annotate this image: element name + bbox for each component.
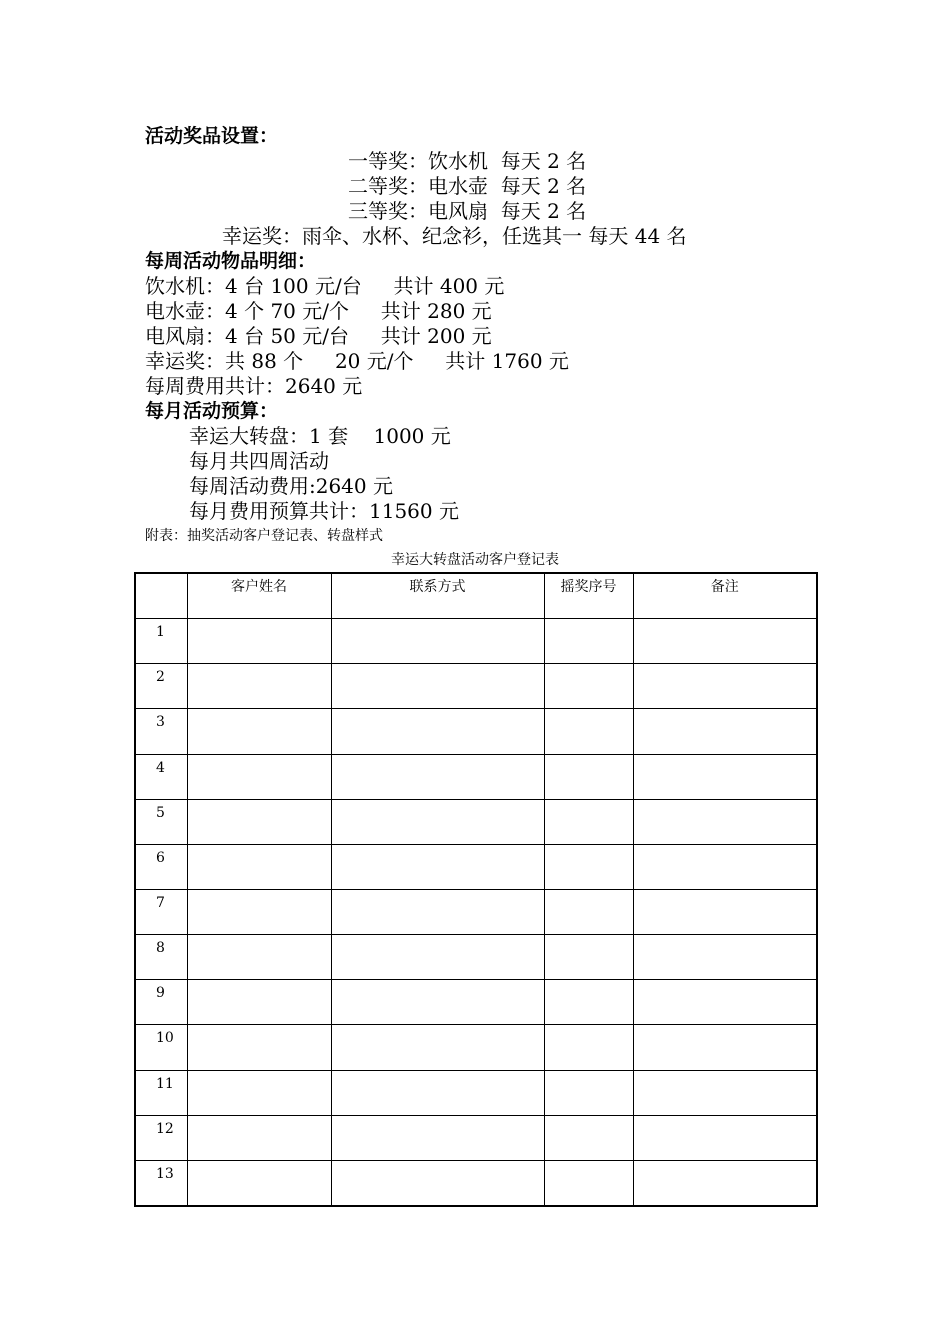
remarks-cell[interactable] xyxy=(633,619,817,664)
customer-name-cell[interactable] xyxy=(187,754,331,799)
weekly-line-kettle: 电水壶：4 个 70 元/个 共计 280 元 xyxy=(145,299,492,323)
row-number-cell: 8 xyxy=(135,935,187,980)
customer-name-cell[interactable] xyxy=(187,980,331,1025)
remarks-cell[interactable] xyxy=(633,1070,817,1115)
remarks-cell[interactable] xyxy=(633,1115,817,1160)
draw-number-cell[interactable] xyxy=(544,980,633,1025)
contact-cell[interactable] xyxy=(331,889,544,934)
remarks-cell[interactable] xyxy=(633,935,817,980)
table-title: 幸运大转盘活动客户登记表 xyxy=(391,552,559,568)
customer-name-cell[interactable] xyxy=(187,664,331,709)
table-row xyxy=(135,1115,817,1160)
row-number-cell: 9 xyxy=(135,980,187,1025)
weekly-line-lucky: 幸运奖：共 88 个 20 元/个 共计 1760 元 xyxy=(145,349,569,373)
table-header-row xyxy=(135,573,817,619)
draw-number-cell[interactable] xyxy=(544,1160,633,1206)
customer-name-cell[interactable] xyxy=(187,619,331,664)
weekly-heading: 每周活动物品明细： xyxy=(145,250,317,272)
header-cell-contact: 联系方式 xyxy=(331,573,544,619)
contact-cell[interactable] xyxy=(331,935,544,980)
draw-number-cell[interactable] xyxy=(544,1025,633,1070)
draw-number-cell[interactable] xyxy=(544,664,633,709)
remarks-cell[interactable] xyxy=(633,1160,817,1206)
remarks-cell[interactable] xyxy=(633,754,817,799)
row-number-cell: 5 xyxy=(135,799,187,844)
table-row xyxy=(135,1025,817,1070)
row-number-cell: 4 xyxy=(135,754,187,799)
table-row xyxy=(135,1160,817,1206)
customer-name-cell[interactable] xyxy=(187,844,331,889)
row-number-cell: 2 xyxy=(135,664,187,709)
customer-name-cell[interactable] xyxy=(187,799,331,844)
monthly-line-wheel: 幸运大转盘：1 套 1000 元 xyxy=(189,424,451,448)
customer-name-cell[interactable] xyxy=(187,1115,331,1160)
row-number-cell: 3 xyxy=(135,709,187,754)
contact-cell[interactable] xyxy=(331,1025,544,1070)
customer-name-cell[interactable] xyxy=(187,709,331,754)
customer-name-cell[interactable] xyxy=(187,889,331,934)
draw-number-cell[interactable] xyxy=(544,889,633,934)
prizes-heading: 活动奖品设置： xyxy=(145,125,279,147)
remarks-cell[interactable] xyxy=(633,1025,817,1070)
contact-cell[interactable] xyxy=(331,844,544,889)
remarks-cell[interactable] xyxy=(633,889,817,934)
contact-cell[interactable] xyxy=(331,664,544,709)
customer-name-cell[interactable] xyxy=(187,935,331,980)
monthly-line-total: 每月费用预算共计：11560 元 xyxy=(189,499,459,523)
contact-cell[interactable] xyxy=(331,799,544,844)
table-row xyxy=(135,664,817,709)
appendix-note: 附表：抽奖活动客户登记表、转盘样式 xyxy=(145,528,383,544)
header-cell-customer-name: 客户姓名 xyxy=(187,573,331,619)
monthly-heading: 每月活动预算： xyxy=(145,400,279,422)
draw-number-cell[interactable] xyxy=(544,619,633,664)
weekly-line-total: 每周费用共计：2640 元 xyxy=(145,374,363,398)
draw-number-cell[interactable] xyxy=(544,709,633,754)
draw-number-cell[interactable] xyxy=(544,1070,633,1115)
table-row xyxy=(135,709,817,754)
table-row xyxy=(135,935,817,980)
header-cell-index xyxy=(135,573,187,619)
contact-cell[interactable] xyxy=(331,1115,544,1160)
table-row xyxy=(135,799,817,844)
draw-number-cell[interactable] xyxy=(544,844,633,889)
weekly-line-fan: 电风扇：4 台 50 元/台 共计 200 元 xyxy=(145,324,492,348)
customer-name-cell[interactable] xyxy=(187,1025,331,1070)
draw-number-cell[interactable] xyxy=(544,935,633,980)
registration-table xyxy=(134,572,818,1207)
remarks-cell[interactable] xyxy=(633,980,817,1025)
table-row xyxy=(135,889,817,934)
header-cell-draw-number: 摇奖序号 xyxy=(544,573,633,619)
remarks-cell[interactable] xyxy=(633,844,817,889)
row-number-cell: 13 xyxy=(135,1160,187,1206)
row-number-cell: 1 xyxy=(135,619,187,664)
remarks-cell[interactable] xyxy=(633,664,817,709)
monthly-line-weekly-cost: 每周活动费用:2640 元 xyxy=(189,474,393,498)
prize-line-lucky: 幸运奖：雨伞、水杯、纪念衫，任选其一 每天 44 名 xyxy=(222,224,687,248)
contact-cell[interactable] xyxy=(331,1160,544,1206)
remarks-cell[interactable] xyxy=(633,709,817,754)
table-row xyxy=(135,980,817,1025)
contact-cell[interactable] xyxy=(331,619,544,664)
table-row xyxy=(135,619,817,664)
weekly-line-water-dispenser: 饮水机：4 台 100 元/台 共计 400 元 xyxy=(145,274,505,298)
table-row xyxy=(135,754,817,799)
table-row xyxy=(135,1070,817,1115)
table-row xyxy=(135,844,817,889)
customer-name-cell[interactable] xyxy=(187,1160,331,1206)
row-number-cell: 12 xyxy=(135,1115,187,1160)
header-cell-remarks: 备注 xyxy=(633,573,817,619)
prize-line-third: 三等奖：电风扇 每天 2 名 xyxy=(348,199,587,223)
draw-number-cell[interactable] xyxy=(544,799,633,844)
contact-cell[interactable] xyxy=(331,980,544,1025)
draw-number-cell[interactable] xyxy=(544,754,633,799)
contact-cell[interactable] xyxy=(331,1070,544,1115)
row-number-cell: 7 xyxy=(135,889,187,934)
customer-name-cell[interactable] xyxy=(187,1070,331,1115)
prize-line-first: 一等奖：饮水机 每天 2 名 xyxy=(348,149,587,173)
monthly-line-weeks: 每月共四周活动 xyxy=(189,449,329,473)
draw-number-cell[interactable] xyxy=(544,1115,633,1160)
row-number-cell: 6 xyxy=(135,844,187,889)
remarks-cell[interactable] xyxy=(633,799,817,844)
contact-cell[interactable] xyxy=(331,709,544,754)
contact-cell[interactable] xyxy=(331,754,544,799)
prize-line-second: 二等奖：电水壶 每天 2 名 xyxy=(348,174,587,198)
row-number-cell: 10 xyxy=(135,1025,187,1070)
row-number-cell: 11 xyxy=(135,1070,187,1115)
